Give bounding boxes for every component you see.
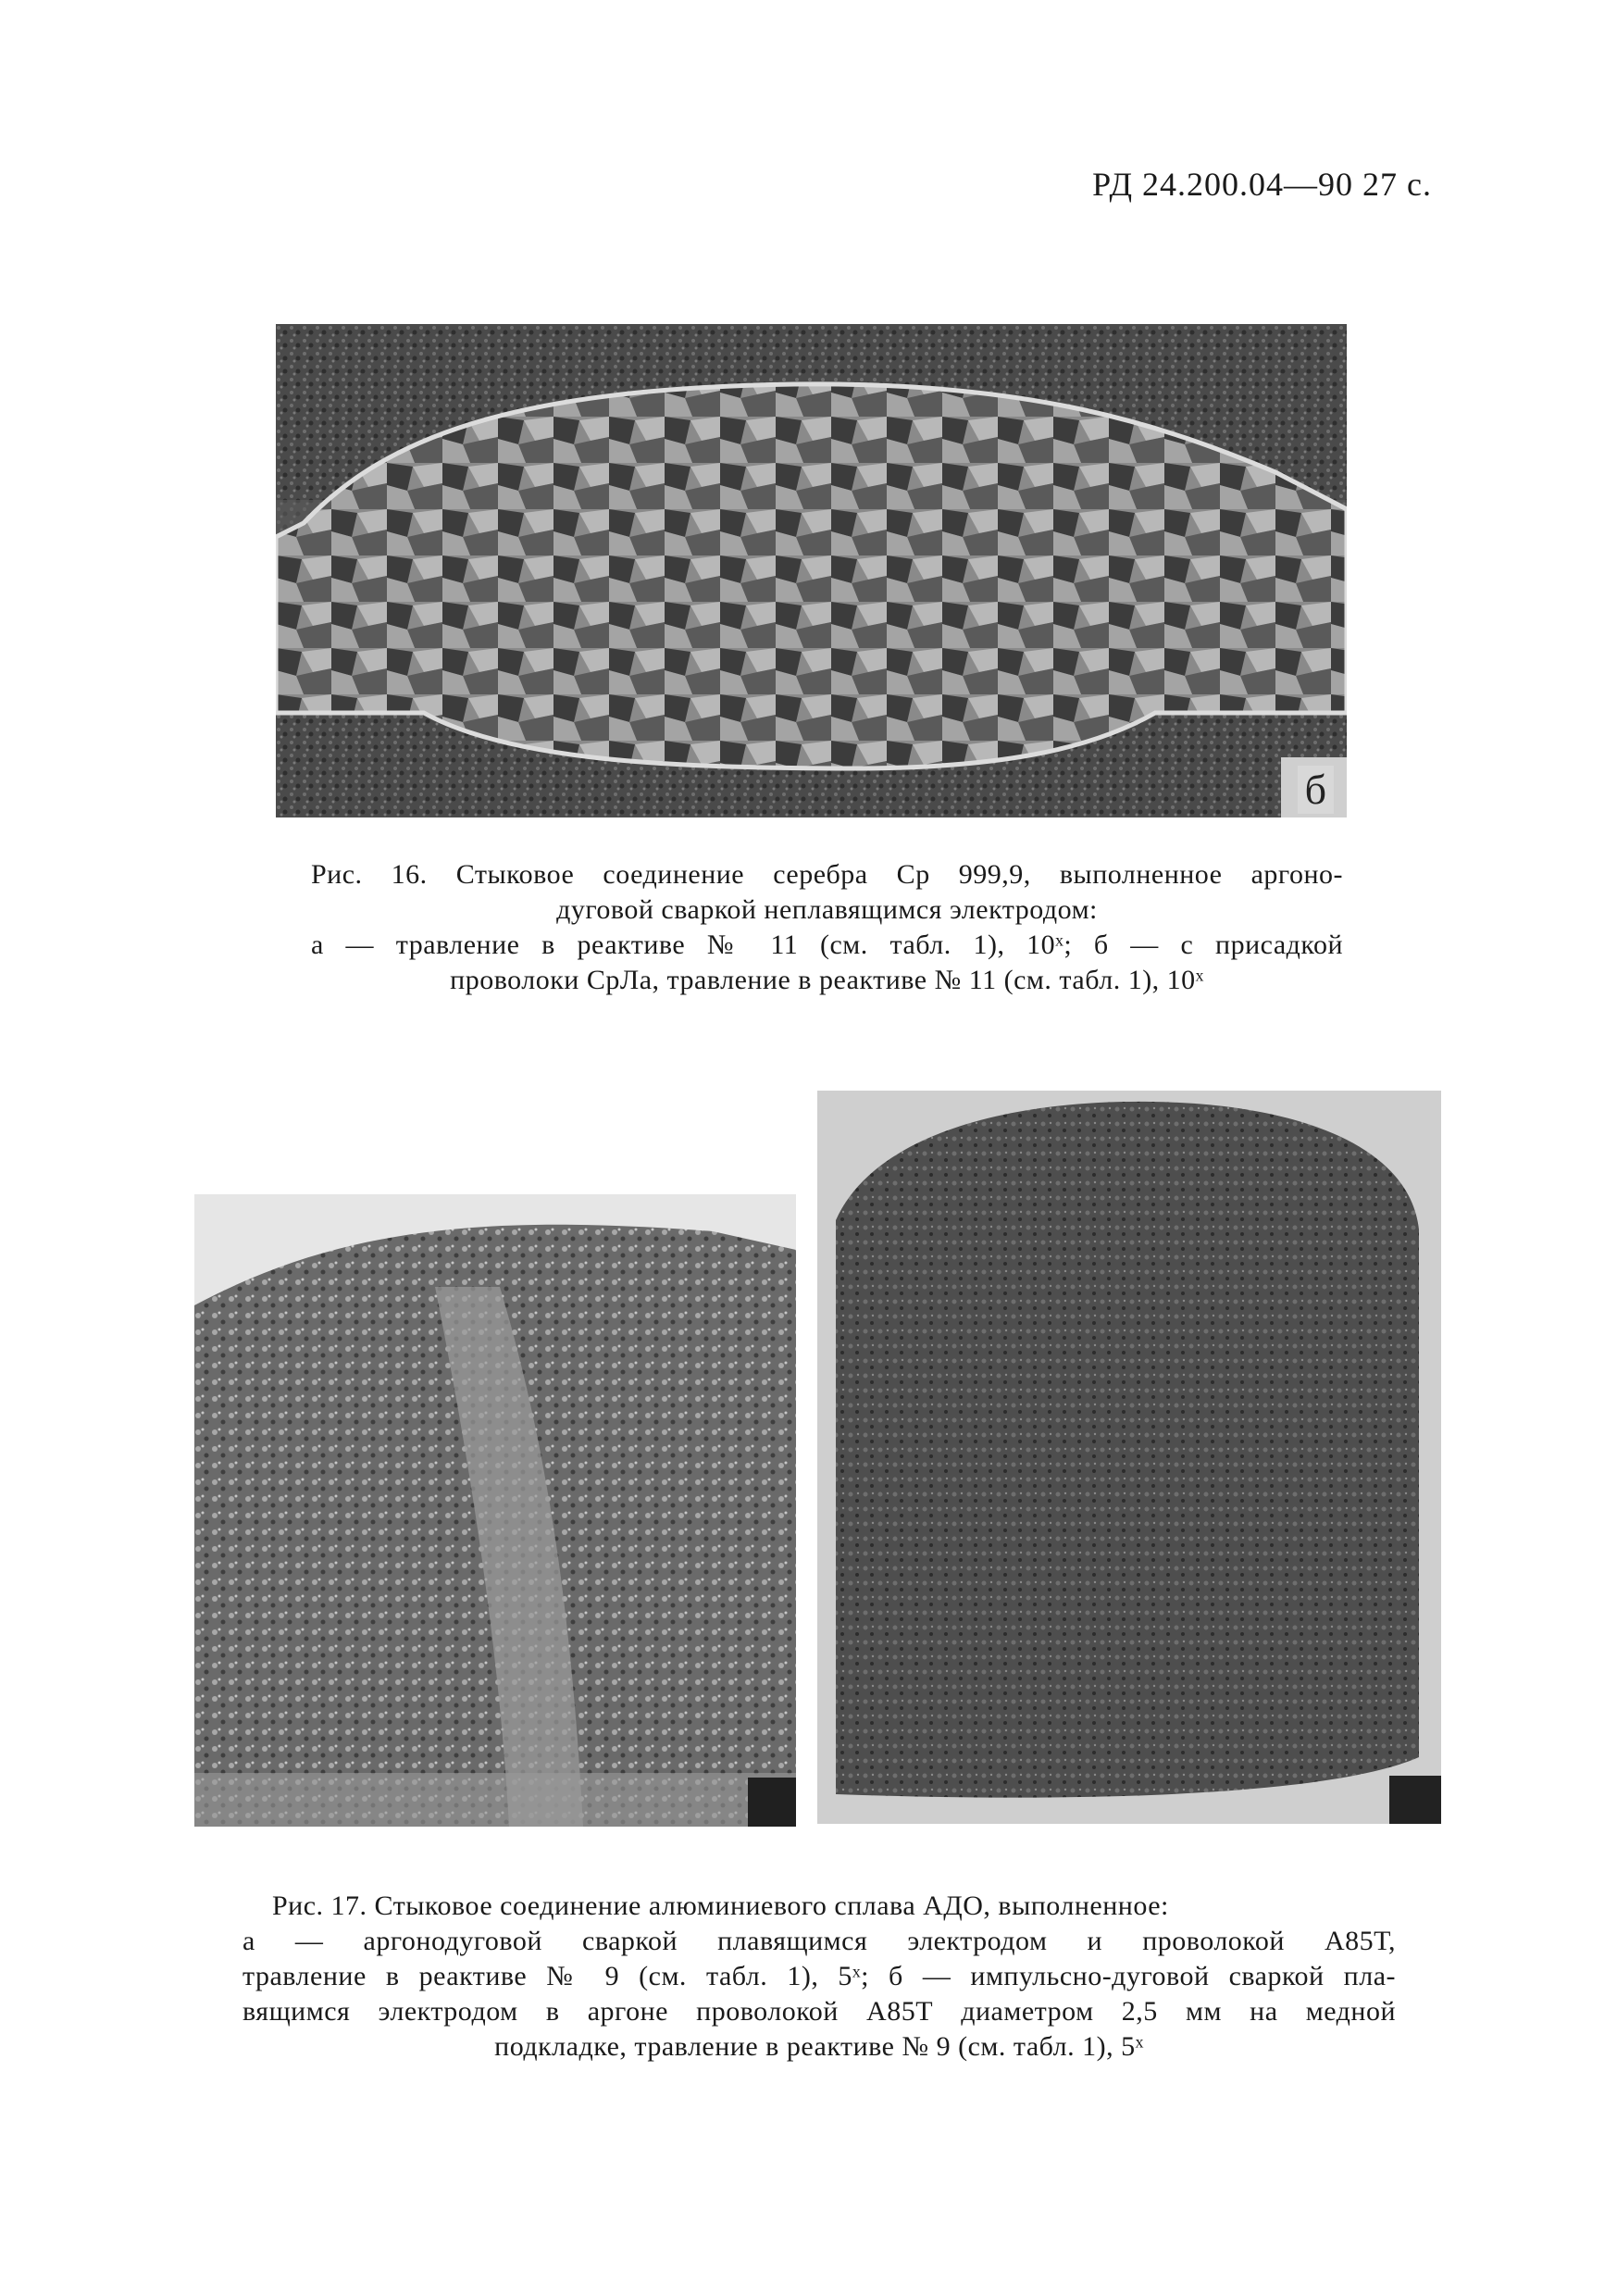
figure17-caption-line: вящимся электродом в аргоне проволокой А85Т диаметром 2,5 мм на медной [243, 1996, 1396, 2027]
figure17-caption-line: а — аргонодуговой сваркой плавящимся электродом и проволокой А85Т, [243, 1926, 1396, 1956]
figure17-caption [243, 1889, 1396, 2065]
figure16-caption-line: дуговой сваркой неплавящимся электродом: [556, 894, 1098, 925]
figure16-caption-line: проволоки СрЛа, травление в реактиве № 11 (см. табл. 1), 10ˣ [450, 965, 1204, 995]
figure17-caption-line: подкладке, травление в реактиве № 9 (см. табл. 1), 5ˣ [494, 2031, 1144, 2062]
figure16-photo [276, 324, 1347, 817]
figure16-caption-line: а — травление в реактиве № 11 (см. табл. 1), 10ˣ; б — с присадкой [311, 930, 1343, 960]
aluminum-weld-micrograph-b [817, 1091, 1441, 1824]
figure16-caption [311, 857, 1343, 998]
figure16-caption-line: Рис. 16. Стыковое соединение серебра Ср 999,9, выполненное аргоно- [311, 859, 1343, 890]
aluminum-weld-micrograph-a [194, 1194, 796, 1827]
figure16-panel-label: б [1298, 766, 1334, 814]
figure17b-photo [817, 1091, 1441, 1824]
figure17-caption-line: травление в реактиве № 9 (см. табл. 1), 5ˣ; б — импульсно-дуговой сваркой пла- [243, 1961, 1396, 1991]
weld-micrograph-image [276, 324, 1347, 817]
page-header: РД 24.200.04—90 27 с. [1092, 166, 1432, 203]
figure17a-photo [194, 1194, 796, 1827]
figure17-caption-line: Рис. 17. Стыковое соединение алюминиевого сплава АДО, выполненное: [272, 1890, 1169, 1921]
